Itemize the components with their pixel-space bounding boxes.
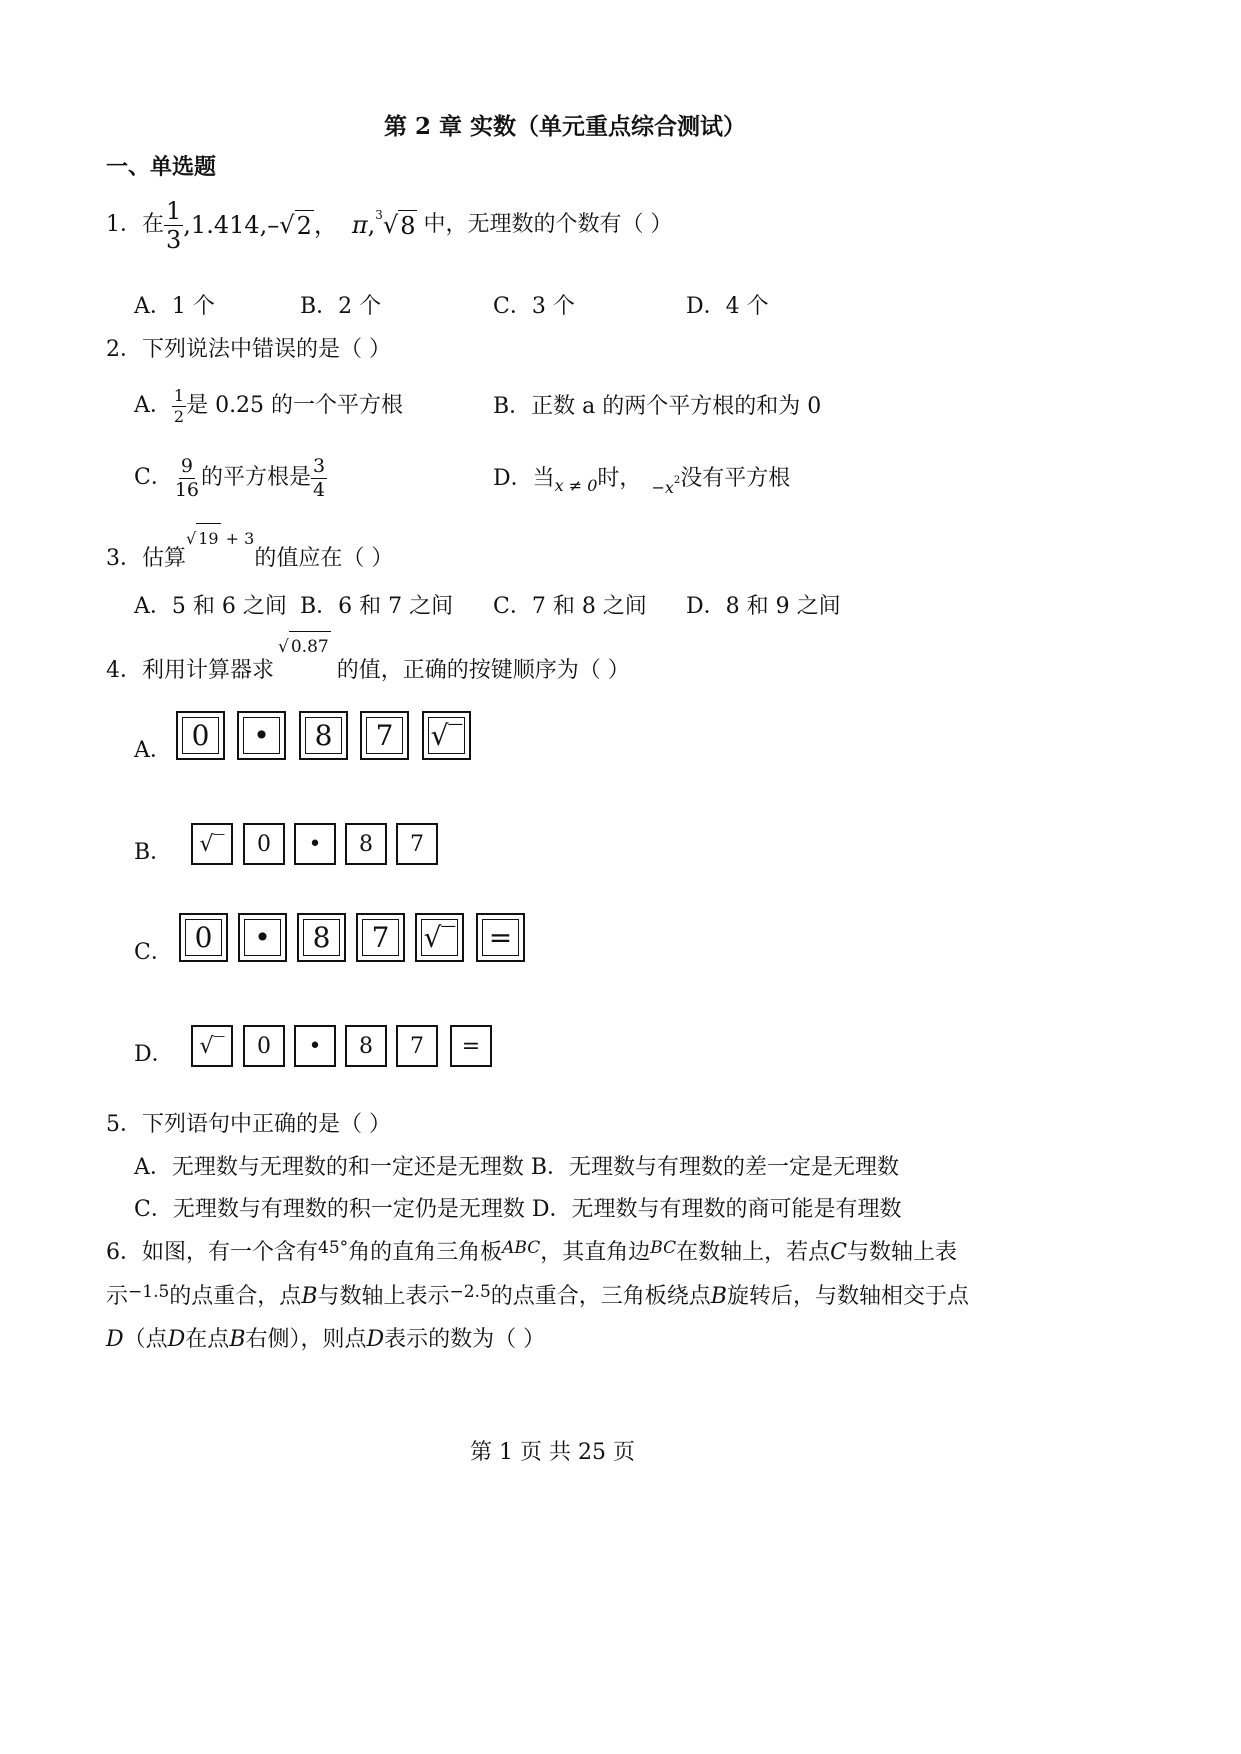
- q6-l2-d: 的点重合，三角板绕点: [490, 1284, 711, 1309]
- q2-c-den2: 4: [313, 478, 326, 501]
- q2-a-den: 2: [173, 406, 185, 426]
- q1-fraction: [164, 196, 183, 254]
- page-footer: 第 1 页 共 25 页: [470, 1440, 635, 1465]
- q2-d-cond: x ≠ 0: [554, 476, 598, 495]
- question-5: 5．下列语句中正确的是（ ）: [106, 1112, 391, 1137]
- q6-l2-a: 示: [106, 1284, 129, 1309]
- q1-minus: –: [267, 211, 280, 239]
- q4-pre: 4．利用计算器求: [106, 658, 274, 683]
- key-0: [176, 711, 225, 760]
- q2-c-mid: 的平方根是: [201, 465, 312, 490]
- q3-pre: 3．估算: [106, 546, 186, 571]
- q2-d-post: 没有平方根: [680, 466, 791, 491]
- q3-option-d: D．8 和 9 之间: [686, 594, 841, 619]
- q6-point-c: C: [830, 1240, 847, 1265]
- q2-option-b: B．正数 a 的两个平方根的和为 0: [493, 394, 822, 419]
- q3-plus: + 3: [225, 529, 255, 548]
- q2-c-num: 9: [180, 454, 193, 477]
- key-0: [243, 823, 285, 865]
- q6-l1-a: 6．如图，有一个含有: [106, 1240, 318, 1265]
- key-sqrt: [422, 711, 471, 760]
- key-8: [299, 711, 348, 760]
- key-7: [396, 1025, 438, 1067]
- q1-post: 中，无理数的个数有（ ）: [423, 212, 673, 237]
- q3-rad: 19: [196, 523, 220, 554]
- q6-l2-e: 旋转后，与数轴相交于点: [726, 1284, 969, 1309]
- key-8-label: 8: [314, 719, 333, 752]
- q2-c-num2: 3: [313, 454, 326, 477]
- q1-pre: 在: [142, 212, 165, 237]
- q2-a-text: 是 0.25 的一个平方根: [186, 393, 404, 418]
- q6-point-b: B: [229, 1327, 246, 1352]
- q3-option-c: C．7 和 8 之间: [493, 594, 647, 619]
- q2-d-expr: −x: [651, 478, 674, 497]
- key-8-label: 8: [312, 921, 331, 954]
- q2-a-fraction: [172, 385, 186, 426]
- q6-l3-c: 右侧），则点: [245, 1327, 367, 1352]
- q6-l2-c: 与数轴上表示: [317, 1284, 450, 1309]
- q6-point-d: D: [366, 1327, 385, 1352]
- key-dot: [237, 711, 286, 760]
- key-7: [356, 913, 405, 962]
- key-0: [179, 913, 228, 962]
- q2-c-fraction: [173, 454, 201, 501]
- q2-option-c: [134, 448, 327, 508]
- q1-number: 1．: [106, 212, 142, 237]
- key-8-label: 8: [359, 1033, 373, 1059]
- q2-c-label: C．: [134, 465, 173, 490]
- q3-option-b: B．6 和 7 之间: [300, 594, 454, 619]
- key-8: [297, 913, 346, 962]
- q4-option-d-label: D．: [134, 1042, 174, 1067]
- question-3: [106, 524, 393, 574]
- key-0: [243, 1025, 285, 1067]
- q6-v1: −1.5: [128, 1282, 170, 1302]
- key-equals: [476, 913, 525, 962]
- q4-option-a-label: A．: [134, 738, 172, 763]
- key-dot-label: •: [253, 719, 270, 752]
- q6-point-d: D: [167, 1327, 186, 1352]
- q2-option-d: [493, 464, 790, 498]
- key-sqrt: [191, 1025, 233, 1067]
- q6-point-d: D: [106, 1327, 124, 1352]
- q1-cbrt-val: 8: [400, 211, 416, 240]
- question-2: 2．下列说法中错误的是（ ）: [106, 337, 391, 362]
- key-7: [396, 823, 438, 865]
- q6-l1-c: ，其直角边: [540, 1240, 651, 1265]
- q1-option-a: A．1 个: [134, 294, 215, 319]
- question-6-line-1: [106, 1238, 957, 1269]
- q4-rad: 0.87: [289, 631, 331, 662]
- q1-mid1: ,1.414,: [183, 211, 268, 239]
- q1-frac-den: 3: [166, 225, 182, 254]
- key-0-label: 0: [257, 1033, 271, 1059]
- section-heading: 一、单选题: [106, 154, 217, 180]
- q1-pi: π: [351, 211, 368, 239]
- key-equals: [450, 1025, 492, 1067]
- q6-l3-b: 在点: [185, 1327, 230, 1352]
- sqrt-key-icon: √‾: [199, 831, 225, 857]
- key-sqrt: [191, 823, 233, 865]
- q4-post: 的值，正确的按键顺序为（ ）: [336, 658, 630, 683]
- key-7-label: 7: [410, 831, 424, 857]
- q1-frac-num: 1: [166, 196, 182, 225]
- q6-l3-a: （点: [123, 1327, 168, 1352]
- question-4: [106, 636, 630, 686]
- key-dot-label: •: [254, 921, 271, 954]
- sqrt-key-icon: √‾: [199, 1033, 225, 1059]
- q1-comma: ,: [367, 211, 376, 239]
- key-dot: [294, 1025, 336, 1067]
- q4-expression: √ 0.87: [278, 631, 331, 662]
- q1-cbrt-index: 3: [375, 208, 383, 222]
- q6-v2: −2.5: [449, 1282, 491, 1302]
- q5-options-cd: C．无理数与有理数的积一定仍是无理数 D．无理数与有理数的商可能是有理数: [134, 1197, 902, 1222]
- question-1: [106, 190, 672, 260]
- q2-d-mid: 时，: [597, 466, 642, 491]
- q3-expression: √ 19 + 3: [186, 523, 254, 554]
- key-dot-label: •: [308, 1033, 322, 1059]
- key-8: [345, 823, 387, 865]
- key-7-label: 7: [410, 1033, 424, 1059]
- page-title: 第 2 章 实数（单元重点综合测试）: [384, 113, 747, 140]
- sqrt-key-icon: √‾: [423, 921, 456, 954]
- key-0-label: 0: [194, 921, 213, 954]
- q1-option-d: D．4 个: [686, 294, 769, 319]
- q6-l2-b: 的点重合，点: [169, 1284, 302, 1309]
- q6-point-b: B: [710, 1284, 727, 1309]
- q2-d-label: D．当: [493, 466, 555, 491]
- question-6-line-3: [106, 1325, 545, 1355]
- q6-abc: ABC: [502, 1238, 541, 1258]
- cbrt-sign: √: [382, 211, 399, 239]
- key-7-label: 7: [371, 921, 390, 954]
- q2-a-num: 1: [173, 385, 185, 405]
- q6-point-b: B: [301, 1284, 318, 1309]
- q2-a-label: A．: [134, 393, 172, 418]
- q1-option-b: B．2 个: [300, 294, 382, 319]
- key-dot: [294, 823, 336, 865]
- key-7: [360, 711, 409, 760]
- key-8: [345, 1025, 387, 1067]
- sqrt-key-icon: √‾: [430, 719, 463, 752]
- key-7-label: 7: [375, 719, 394, 752]
- key-sqrt: [415, 913, 464, 962]
- q6-bc: BC: [650, 1238, 677, 1258]
- q4-option-c-label: C．: [134, 940, 173, 965]
- key-8-label: 8: [359, 831, 373, 857]
- q3-post: 的值应在（ ）: [254, 546, 394, 571]
- q6-deg: 45°: [318, 1238, 349, 1258]
- key-equals-label: =: [461, 1033, 481, 1059]
- q2-c-fraction2: [311, 454, 327, 501]
- sqrt-sign: √: [279, 211, 295, 239]
- question-6-line-2: [106, 1282, 969, 1313]
- key-dot: [238, 913, 287, 962]
- q2-option-a: [134, 378, 403, 434]
- q6-l1-e: 与数轴上表: [846, 1240, 957, 1265]
- q4-option-b-label: B．: [134, 840, 173, 865]
- q2-c-den: 16: [174, 478, 200, 501]
- q6-l1-b: 角的直角三角板: [348, 1240, 503, 1265]
- q1-sqrt-val: 2: [296, 211, 312, 240]
- q6-l1-d: 在数轴上，若点: [676, 1240, 831, 1265]
- q3-option-a: A．5 和 6 之间: [134, 594, 287, 619]
- q5-options-ab: A．无理数与无理数的和一定还是无理数 B．无理数与有理数的差一定是无理数: [134, 1155, 900, 1180]
- q1-option-c: C．3 个: [493, 294, 575, 319]
- key-0-label: 0: [191, 719, 210, 752]
- q6-l3-d: 表示的数为（ ）: [384, 1327, 546, 1352]
- q2-d-exp: 2: [673, 475, 681, 486]
- q1-mid2: ，: [313, 211, 338, 239]
- key-dot-label: •: [308, 831, 322, 857]
- key-equals-label: =: [488, 921, 513, 954]
- key-0-label: 0: [257, 831, 271, 857]
